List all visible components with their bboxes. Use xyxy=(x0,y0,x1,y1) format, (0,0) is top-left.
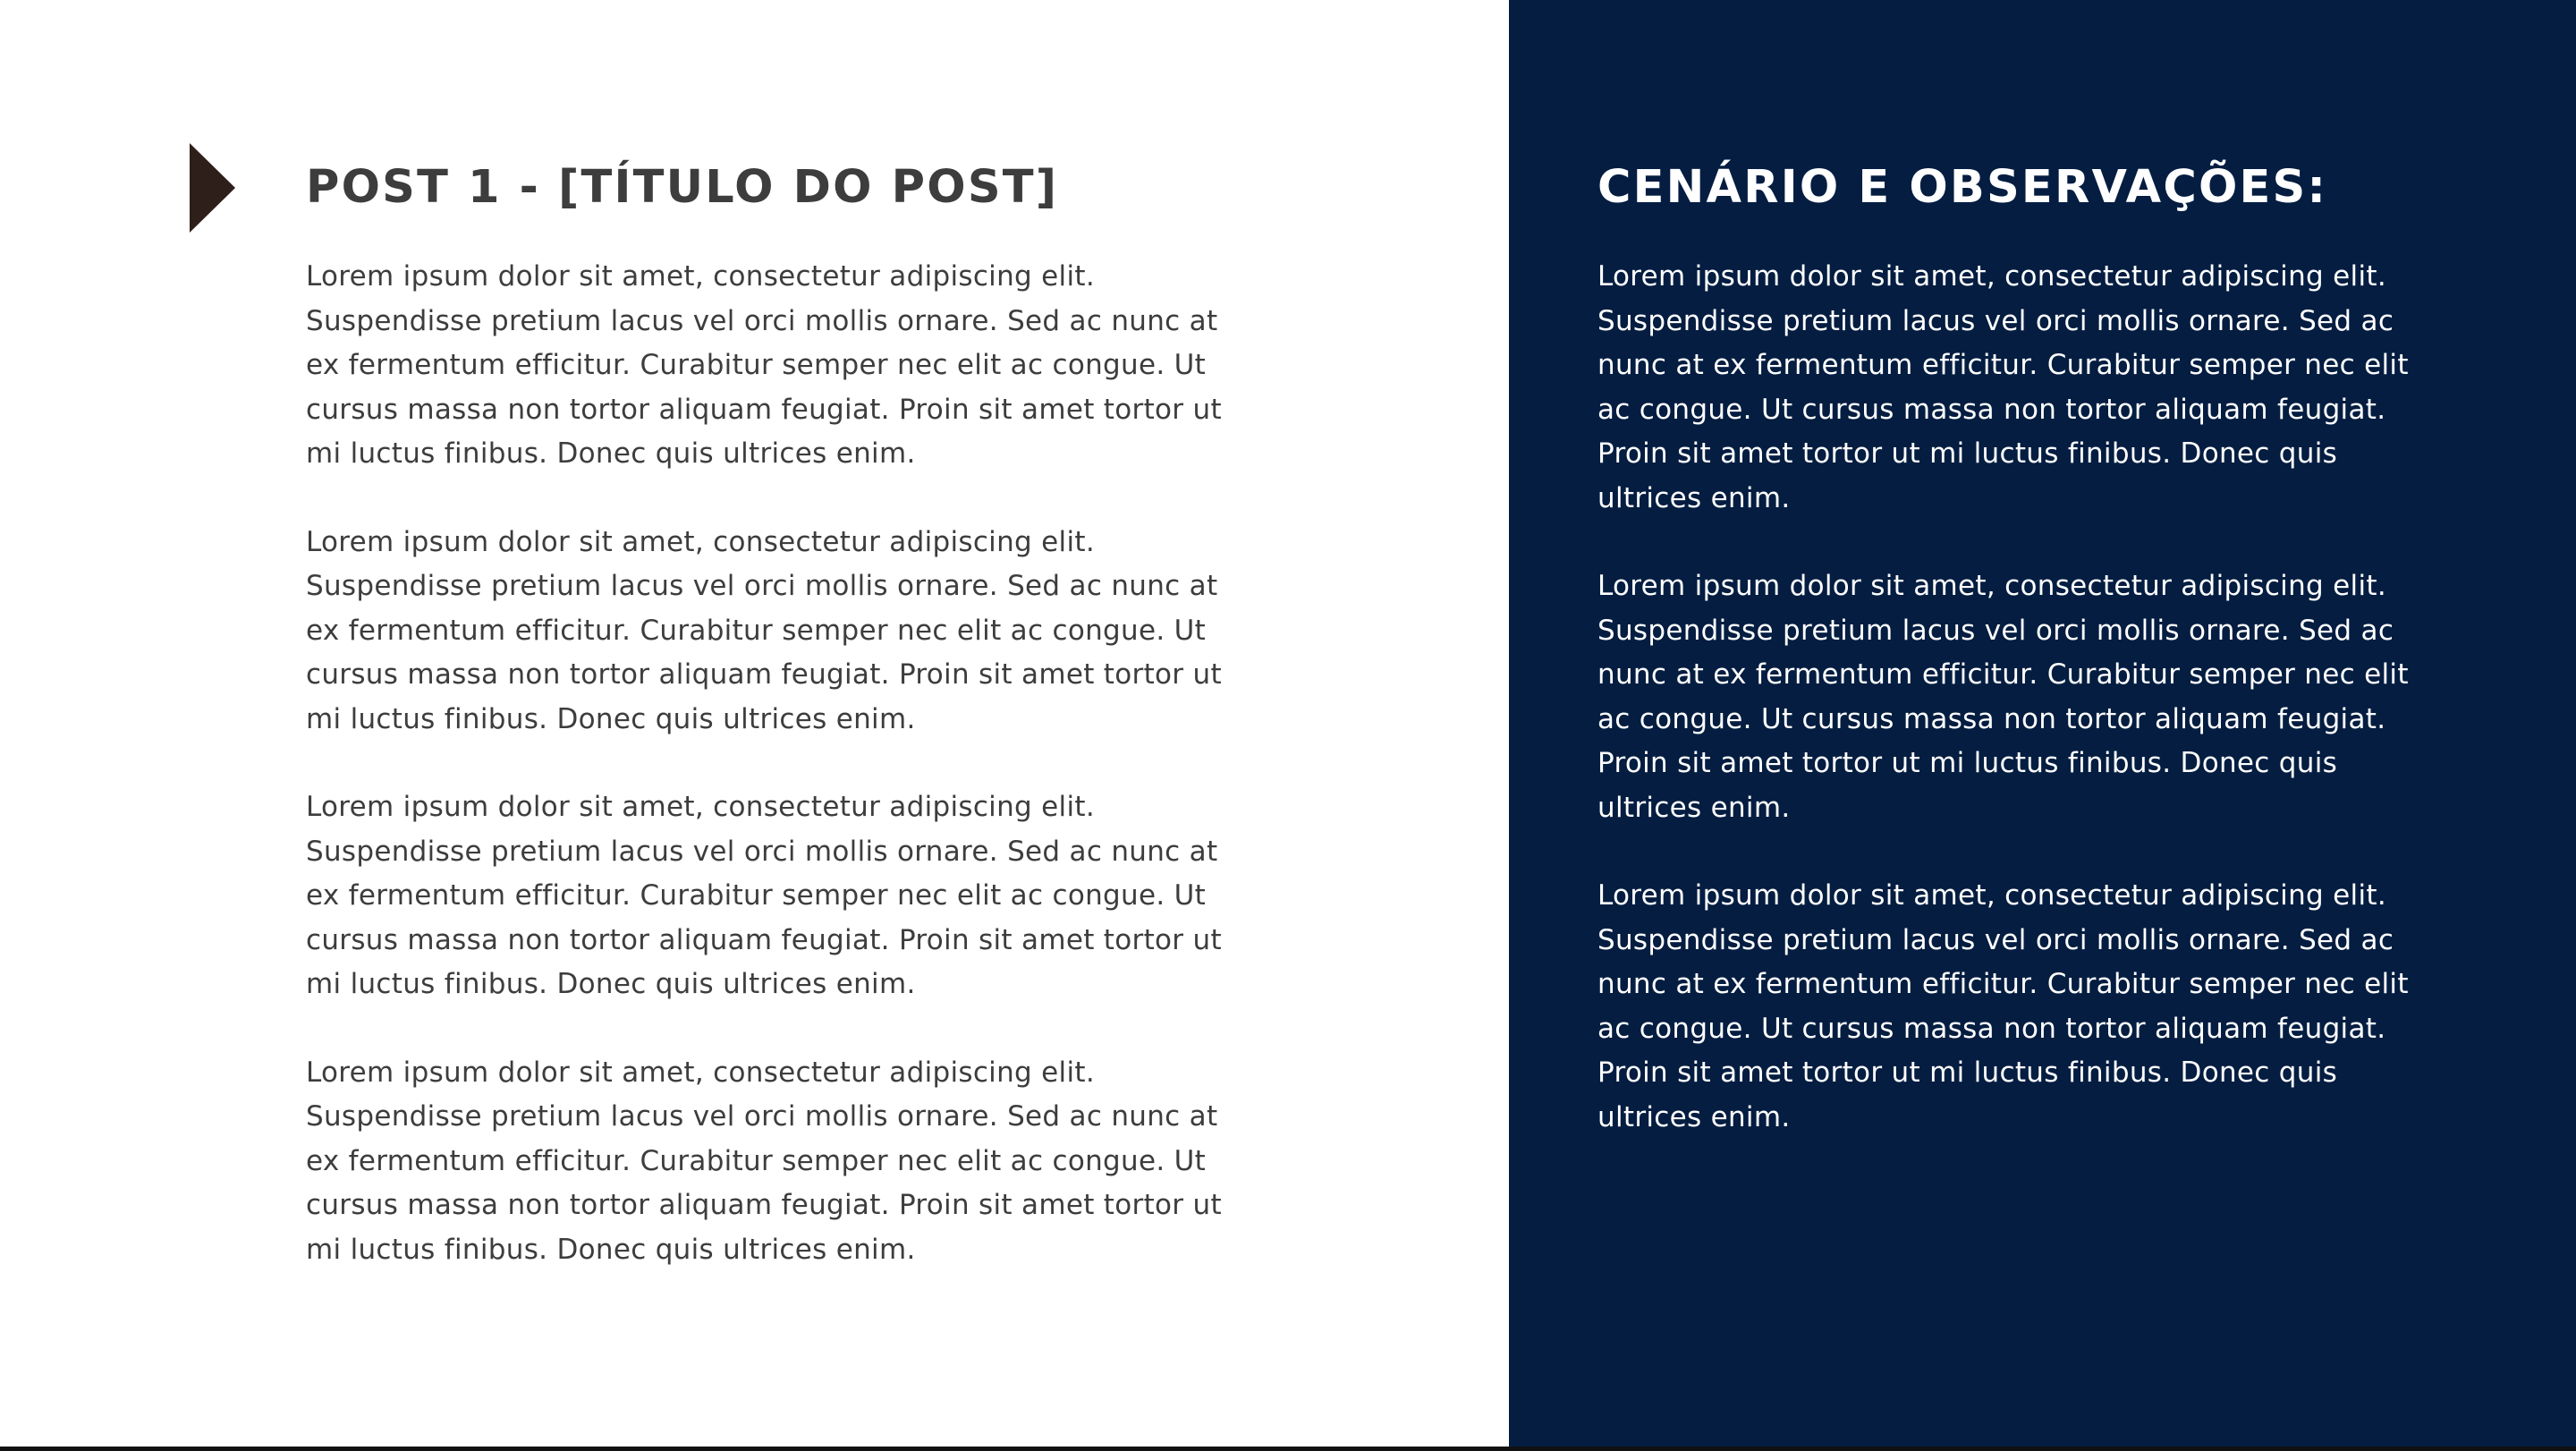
observations-paragraph: Lorem ipsum dolor sit amet, consectetur adipiscing elit. Suspendisse pretium lacus vel orci mollis ornare. Sed ac nunc at ex fermentum efficitur. Curabitur semper nec elit ac congue. Ut cursus massa non tortor aliquam feugiat. Proin sit amet tortor ut mi luctus finibus. Donec quis ultrices enim. xyxy=(1597,260,2409,514)
post-body xyxy=(306,255,1236,1316)
post-paragraph: Lorem ipsum dolor sit amet, consectetur adipiscing elit. Suspendisse pretium lacus vel orci mollis ornare. Sed ac nunc at ex fermentum efficitur. Curabitur semper nec elit ac congue. Ut cursus massa non tortor aliquam feugiat. Proin sit amet tortor ut mi luctus finibus. Donec quis ultrices enim. xyxy=(306,525,1222,735)
observations-paragraph: Lorem ipsum dolor sit amet, consectetur adipiscing elit. Suspendisse pretium lacus vel orci mollis ornare. Sed ac nunc at ex fermentum efficitur. Curabitur semper nec elit ac congue. Ut cursus massa non tortor aliquam feugiat. Proin sit amet tortor ut mi luctus finibus. Donec quis ultrices enim. xyxy=(1597,570,2409,824)
observations-body xyxy=(1597,255,2420,1184)
observations-paragraph: Lorem ipsum dolor sit amet, consectetur adipiscing elit. Suspendisse pretium lacus vel orci mollis ornare. Sed ac nunc at ex fermentum efficitur. Curabitur semper nec elit ac congue. Ut cursus massa non tortor aliquam feugiat. Proin sit amet tortor ut mi luctus finibus. Donec quis ultrices enim. xyxy=(1597,879,2409,1133)
observations-title: CENÁRIO E OBSERVAÇÕES: xyxy=(1597,161,2328,214)
bottom-divider xyxy=(0,1447,2576,1451)
post-paragraph: Lorem ipsum dolor sit amet, consectetur adipiscing elit. Suspendisse pretium lacus vel orci mollis ornare. Sed ac nunc at ex fermentum efficitur. Curabitur semper nec elit ac congue. Ut cursus massa non tortor aliquam feugiat. Proin sit amet tortor ut mi luctus finibus. Donec quis ultrices enim. xyxy=(306,1056,1222,1266)
triangle-right-icon xyxy=(190,143,235,233)
post-title: POST 1 - [TÍTULO DO POST] xyxy=(306,161,1059,214)
post-paragraph: Lorem ipsum dolor sit amet, consectetur adipiscing elit. Suspendisse pretium lacus vel orci mollis ornare. Sed ac nunc at ex fermentum efficitur. Curabitur semper nec elit ac congue. Ut cursus massa non tortor aliquam feugiat. Proin sit amet tortor ut mi luctus finibus. Donec quis ultrices enim. xyxy=(306,260,1222,470)
post-paragraph: Lorem ipsum dolor sit amet, consectetur adipiscing elit. Suspendisse pretium lacus vel orci mollis ornare. Sed ac nunc at ex fermentum efficitur. Curabitur semper nec elit ac congue. Ut cursus massa non tortor aliquam feugiat. Proin sit amet tortor ut mi luctus finibus. Donec quis ultrices enim. xyxy=(306,791,1222,1000)
